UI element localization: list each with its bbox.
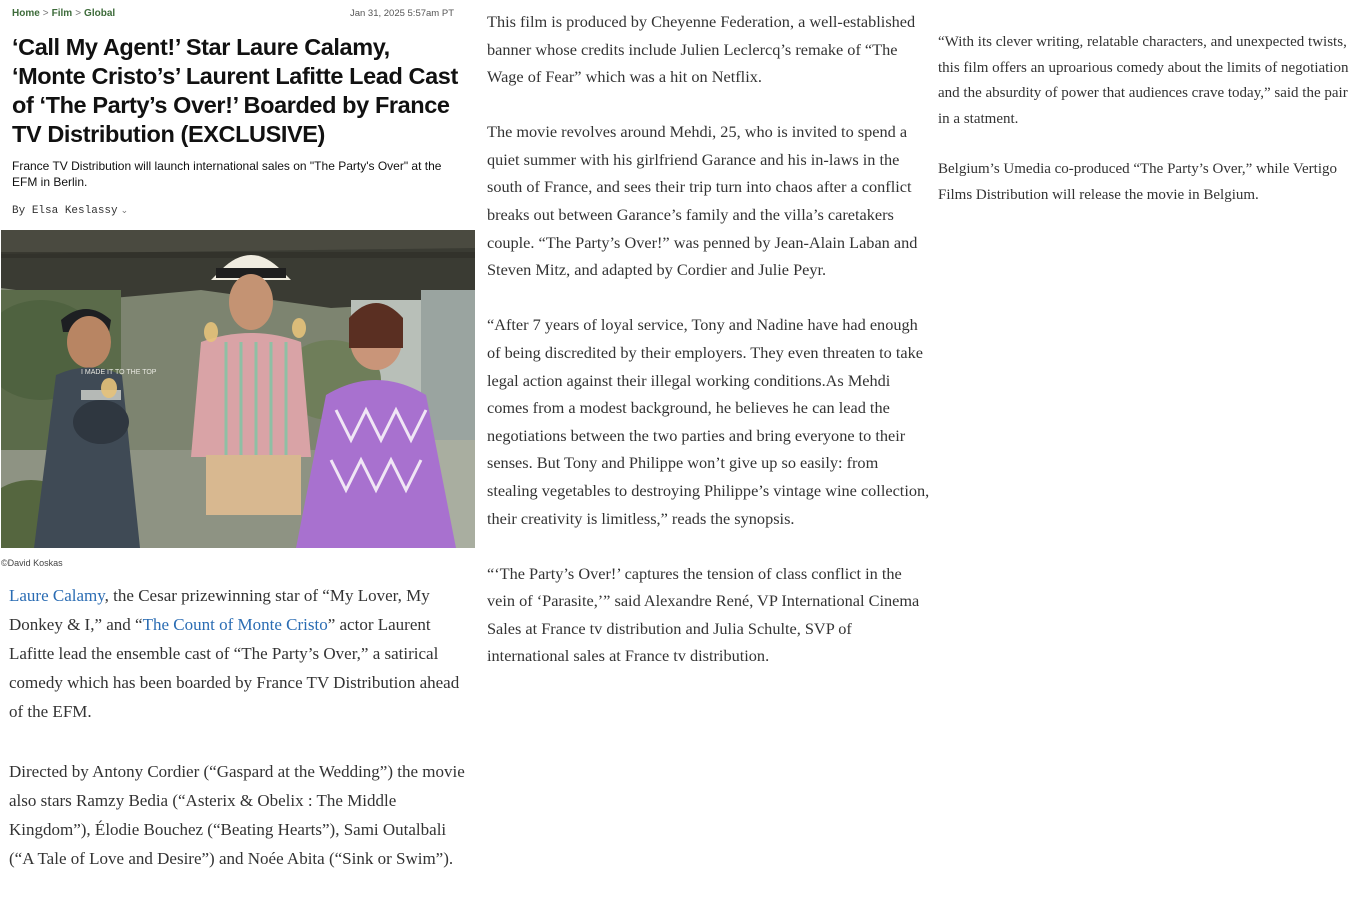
article-headline: ‘Call My Agent!’ Star Laure Calamy, ‘Monte Cristo’s’ Laurent Lafitte Lead Cast of ‘The Party’s Over!’ Boarded by France TV Distribution (EXCLUSIVE)	[12, 34, 458, 147]
paragraph: “With its clever writing, relatable characters, and unexpected twists, this film offers an uproarious comedy about the limits of negotiation and the absurdity of power that audiences crave today,” said the pair in a statment.	[938, 34, 1349, 128]
article-column-1	[0, 0, 476, 900]
paragraph	[9, 581, 469, 726]
paragraph-text: , the Cesar prizewinning star of “My Lover, My Donkey & I,” and “	[9, 586, 430, 634]
breadcrumb-global-link[interactable]: Global	[84, 8, 116, 19]
article-photo	[1, 230, 475, 548]
shirt-print-text: I MADE IT TO THE TOP	[81, 369, 157, 376]
chevron-down-icon[interactable]: ⌄	[120, 206, 129, 216]
breadcrumb-separator: >	[42, 8, 49, 19]
paragraph: Belgium’s Umedia co-produced “The Party’s Over,” while Vertigo Films Distribution will release the movie in Belgium.	[938, 160, 1338, 203]
byline-prefix: By	[12, 205, 26, 217]
paragraph-text: ” actor Laurent Lafitte lead the ensemble cast of “The Party’s Over,” a satirical comedy which has been boarded by France TV Distribution ahead of the EFM.	[9, 615, 460, 721]
article-body-column-1	[9, 581, 469, 900]
article-dek: France TV Distribution will launch international sales on "The Party's Over" at the EFM in Berlin.	[12, 159, 442, 189]
author-name[interactable]: Elsa Keslassy	[31, 205, 118, 217]
photo-credit: ©David Koskas	[1, 558, 63, 568]
article-body-column-3	[938, 30, 1350, 232]
breadcrumb-film-link[interactable]: Film	[51, 8, 73, 19]
breadcrumb-separator: >	[75, 8, 82, 19]
film-still-image	[1, 230, 475, 548]
article-body-column-2	[487, 8, 932, 697]
paragraph: The movie revolves around Mehdi, 25, who is invited to spend a quiet summer with his girlfriend Garance and his in-laws in the south of France, and sees their trip turn into chaos after a conflict breaks out between Garance’s family and the villa’s caretakers couple. “The Party’s Over!” was penned by Jean-Alain Laban and Steven Mitz, and adapted by Cordier and Julie Peyr.	[487, 122, 918, 280]
breadcrumb-home-link[interactable]: Home	[12, 8, 40, 19]
paragraph: “After 7 years of loyal service, Tony and Nadine have had enough of being discredited by their employers. They even threaten to take legal action against their illegal working conditions.As Mehdi comes from a modest background, he believes he can lead the negotiations between the two parties and bring everyone to their senses. But Tony and Philippe won’t give up so easily: from stealing vegetables to destroying Philippe’s vintage wine collection, their creativity is limitless,” reads the synopsis.	[487, 315, 930, 528]
paragraph: Directed by Antony Cordier (“Gaspard at the Wedding”) the movie also stars Ramzy Bedia (“Asterix & Obelix : The Middle Kingdom”), Élodie Bouchez (“Beating Hearts”), Sami Outalbali (“A Tale of Love and Desire”) and Noée Abita (“Sink or Swim”).	[9, 762, 465, 868]
paragraph: This film is produced by Cheyenne Federation, a well-established banner whose credits include Julien Leclercq’s remake of “The Wage of Fear” which was a hit on Netflix.	[487, 12, 916, 87]
count-of-monte-cristo-link[interactable]: The Count of Monte Cristo	[142, 615, 328, 634]
paragraph: “‘The Party’s Over!’ captures the tension of class conflict in the vein of ‘Parasite,’” said Alexandre René, VP International Cinema Sales at France tv distribution and Julia Schulte, SVP of international sales at France tv distribution.	[487, 563, 920, 666]
byline[interactable]	[12, 205, 128, 217]
laure-calamy-link[interactable]: Laure Calamy	[9, 586, 105, 605]
publish-date: Jan 31, 2025 5:57am PT	[349, 8, 454, 19]
breadcrumb	[12, 8, 115, 19]
